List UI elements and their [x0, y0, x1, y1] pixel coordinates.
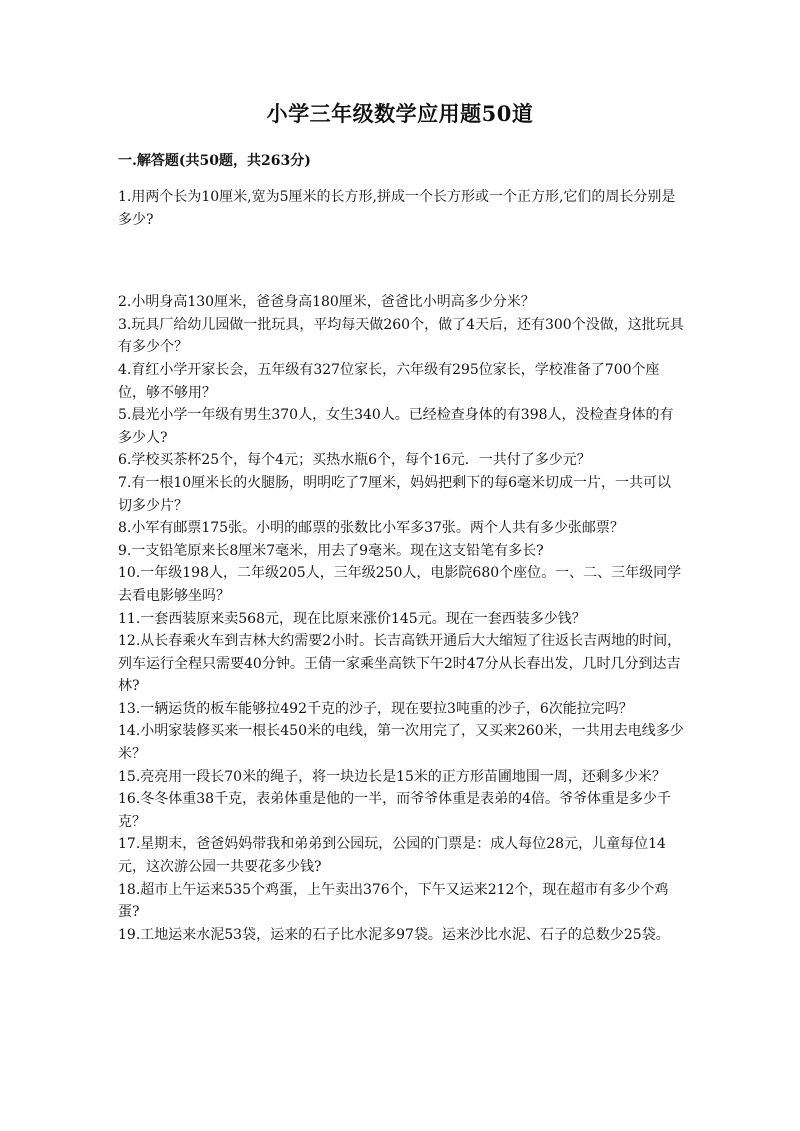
question-10: 10.一年级198人，二年级205人，三年级250人，电影院680个座位。一、二、三年级同学去看电影够坐吗？ — [118, 565, 682, 604]
question-3: 3.玩具厂给幼儿园做一批玩具，平均每天做260个，做了4天后，还有300个没做，这批玩具有多少个？ — [118, 316, 684, 356]
question-1: 1.用两个长为10厘米,宽为5厘米的长方形,拼成一个长方形或一个正方形,它们的周长分别是多少? — [118, 189, 676, 228]
question-18: 18.超市上午运来535个鸡蛋，上午卖出376个，下午又运来212个，现在超市有多少个鸡蛋? — [118, 881, 669, 921]
question-19: 19.工地运来水泥53袋，运来的石子比水泥多97袋。运来沙比水泥、石子的总数少25袋。 — [118, 926, 670, 943]
question-11: 11.一套西装原来卖568元，现在比原来涨价145元。现在一套西装多少钱？ — [118, 610, 586, 627]
question-8: 8.小军有邮票175张。小明的邮票的张数比小军多37张。两个人共有多少张邮票？ — [118, 520, 624, 537]
question-5: 5.晨光小学一年级有男生370人，女生340人。已经检查身体的有398人，没检查身体的有多少人? — [118, 407, 674, 446]
question-7: 7.有一根10厘米长的火腿肠，明明吃了7厘米，妈妈把剩下的每6毫米切成一片，一共可以切多少片？ — [118, 474, 671, 514]
question-9: 9.一支铅笔原来长8厘米7毫米，用去了9毫米。现在这支铅笔有多长? — [118, 542, 544, 559]
question-12: 12.从长春乘火车到吉林大约需要2小时。长吉高铁开通后大大缩短了往返长吉两地的时间，列车运行全程只需要40分钟。王倩一家乘坐高铁下午2时47分从长春出发，几时几分到达吉林? — [118, 633, 682, 695]
page-title: 小学三年级数学应用题50道 — [266, 101, 534, 126]
question-2: 2.小明身高130厘米，爸爸身高180厘米，爸爸比小明高多少分米？ — [118, 294, 535, 311]
question-17: 17.星期末，爸爸妈妈带我和弟弟到公园玩，公园的门票是：成人每位28元，儿童每位14元，这次游公园一共要花多少钱? — [118, 836, 666, 876]
question-13: 13.一辆运货的板车能够拉492千克的沙子，现在要拉3吨重的沙子，6次能拉完吗？ — [118, 700, 633, 717]
question-14: 14.小明家装修买来一根长450米的电线，第一次用完了，又买来260米，一共用去电线多少米？ — [118, 723, 684, 763]
question-list — [118, 186, 684, 946]
question-15: 15.亮亮用一段长70米的绳子，将一块边长是15米的正方形苗圃地围一周，还剩多少米？ — [118, 768, 666, 785]
question-4: 4.育红小学开家长会，五年级有327位家长，六年级有295位家长，学校准备了700个座位，够不够用？ — [118, 361, 660, 401]
question-16: 16.冬冬体重38千克，表弟体重是他的一半，而爷爷体重是表弟的4倍。爷爷体重是多少千克？ — [118, 791, 671, 830]
question-6: 6.学校买茶杯25个，每个4元；买热水瓶6个，每个16元．一共付了多少元？ — [118, 452, 591, 469]
section-heading: 一.解答题(共50题，共263分) — [118, 153, 311, 169]
